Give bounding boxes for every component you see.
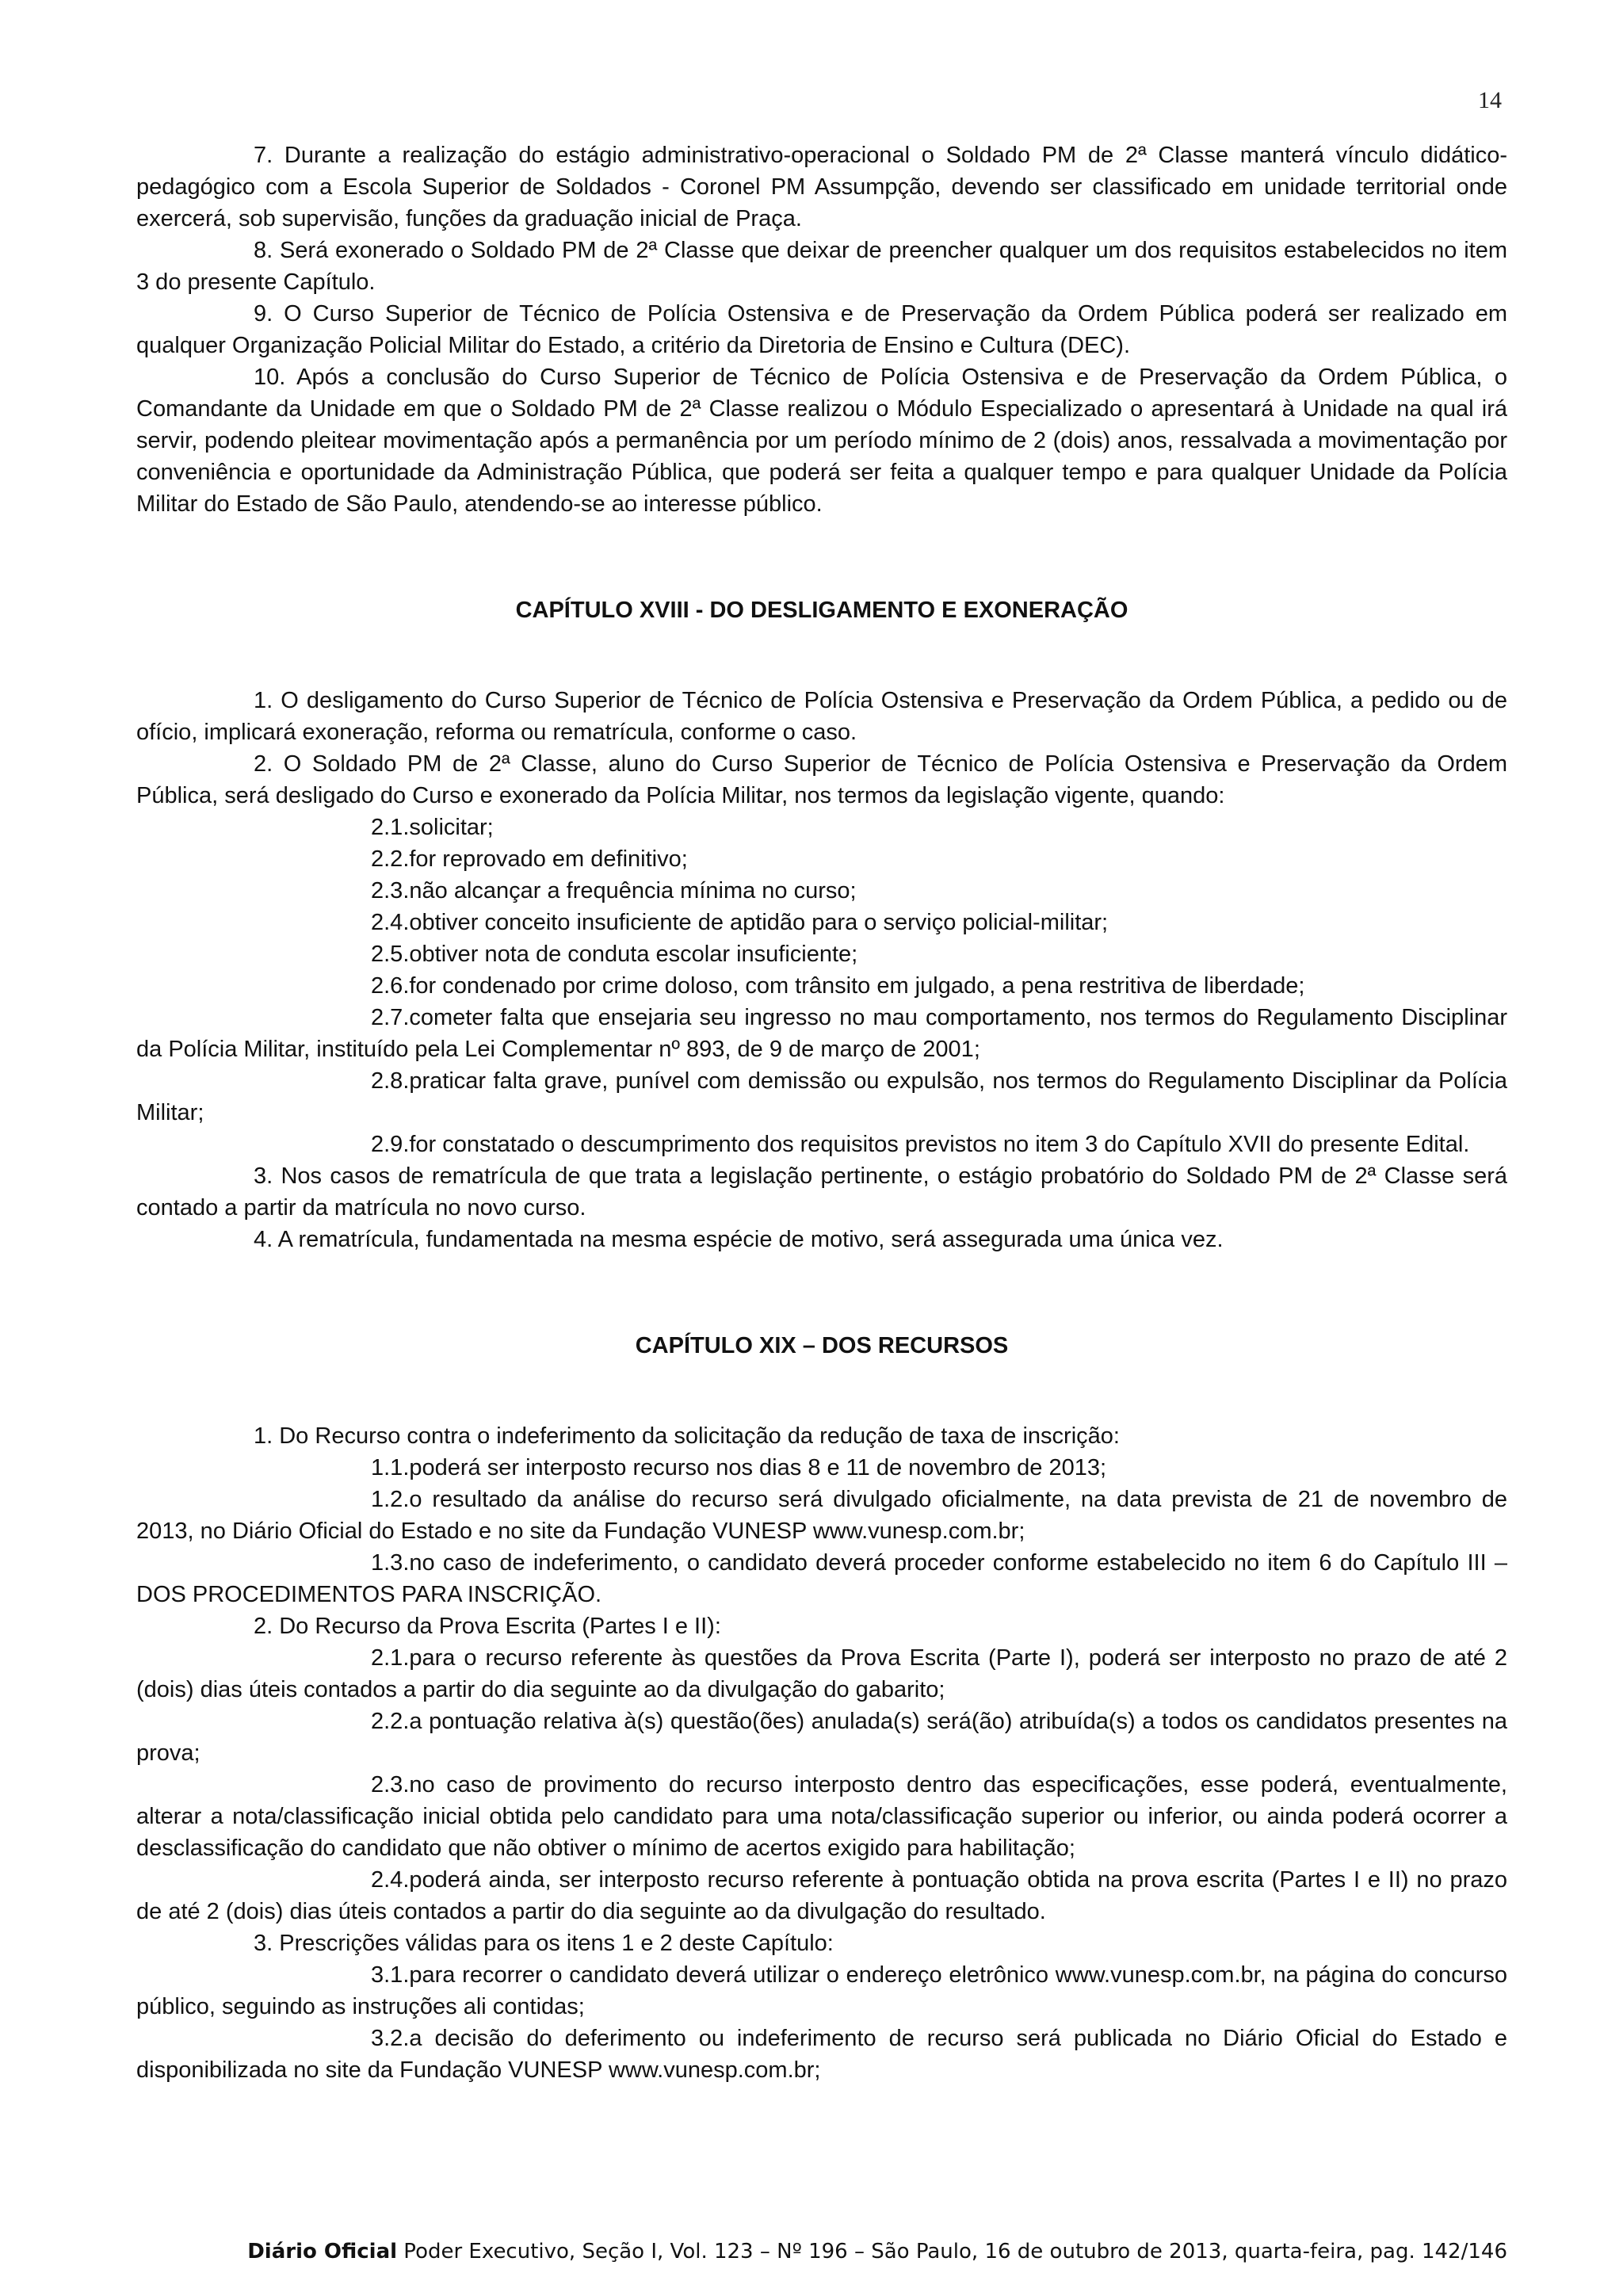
list-item: 2.7.cometer falta que ensejaria seu ingresso no mau comportamento, nos termos do Regulamento Disciplinar da Polícia Militar, instituído pela Lei Complementar nº 893, de 9 de março de 2001;	[136, 1005, 1507, 1062]
chapter-title: CAPÍTULO XVIII - DO DESLIGAMENTO E EXONERAÇÃO	[515, 598, 1128, 623]
paragraph: 9. O Curso Superior de Técnico de Polícia Ostensiva e de Preservação da Ordem Pública poderá ser realizado em qualquer Organização Policial Militar do Estado, a critério da Diretoria de Ensino e Cultura (DEC).	[136, 301, 1507, 358]
publication-name: Diário Oficial	[247, 2240, 398, 2264]
page-number: 14	[1478, 87, 1502, 113]
list-item: 2.2.for reprovado em definitivo;	[371, 846, 688, 872]
paragraph: 2. O Soldado PM de 2ª Classe, aluno do Curso Superior de Técnico de Polícia Ostensiva e Preservação da Ordem Pública, será desligado do Curso e exonerado da Polícia Militar, nos termos da legislação vigente, quando:	[136, 751, 1507, 808]
paragraph: 3. Prescrições válidas para os itens 1 e 2 deste Capítulo:	[254, 1931, 834, 1956]
list-item: 2.4.obtiver conceito insuficiente de aptidão para o serviço policial-militar;	[371, 910, 1109, 935]
document-body	[136, 139, 1507, 2086]
list-item: 3.1.para recorrer o candidato deverá utilizar o endereço eletrônico www.vunesp.com.br, na página do concurso público, seguindo as instruções ali contidas;	[136, 1962, 1507, 2019]
paragraph: 7. Durante a realização do estágio administrativo-operacional o Soldado PM de 2ª Classe manterá vínculo didático-pedagógico com a Escola Superior de Soldados - Coronel PM Assumpção, devendo ser classificado em unidade territorial onde exercerá, sob supervisão, funções da graduação inicial de Praça.	[136, 143, 1507, 231]
list-item: 2.2.a pontuação relativa à(s) questão(ões) anulada(s) será(ão) atribuída(s) a todos os candidatos presentes na prova;	[136, 1709, 1507, 1766]
publication-info: Poder Executivo, Seção I, Vol. 123 – Nº 196 – São Paulo, 16 de outubro de 2013, quarta-feira, pag. 142/146	[397, 2240, 1507, 2264]
paragraph: 2. Do Recurso da Prova Escrita (Partes I e II):	[254, 1614, 721, 1639]
list-item: 3.2.a decisão do deferimento ou indeferimento de recurso será publicada no Diário Oficial do Estado e disponibilizada no site da Fundação VUNESP www.vunesp.com.br;	[136, 2026, 1507, 2083]
list-item: 2.3.no caso de provimento do recurso interposto dentro das especificações, esse poderá, eventualmente, alterar a nota/classificação inicial obtida pelo candidato para uma nota/classificação superior ou inferior, ou ainda poderá ocorrer a desclassificação do candidato que não obtiver o mínimo de acertos exigido para habilitação;	[136, 1772, 1507, 1861]
list-item: 2.8.praticar falta grave, punível com demissão ou expulsão, nos termos do Regulamento Disciplinar da Polícia Militar;	[136, 1068, 1507, 1125]
list-item: 2.1.solicitar;	[371, 815, 494, 840]
list-item: 1.1.poderá ser interposto recurso nos dias 8 e 11 de novembro de 2013;	[371, 1455, 1107, 1480]
paragraph: 10. Após a conclusão do Curso Superior de Técnico de Polícia Ostensiva e de Preservação da Ordem Pública, o Comandante da Unidade em que o Soldado PM de 2ª Classe realizou o Módulo Especializado o apresentará à Unidade na qual irá servir, podendo pleitear movimentação após a permanência por um período mínimo de 2 (dois) anos, ressalvada a movimentação por conveniência e oportunidade da Administração Pública, que poderá ser feita a qualquer tempo e para qualquer Unidade da Polícia Militar do Estado de São Paulo, atendendo-se ao interesse público.	[136, 365, 1507, 517]
list-item: 1.3.no caso de indeferimento, o candidato deverá proceder conforme estabelecido no item 6 do Capítulo III – DOS PROCEDIMENTOS PARA INSCRIÇÃO.	[136, 1550, 1507, 1607]
list-item: 2.9.for constatado o descumprimento dos requisitos previstos no item 3 do Capítulo XVII do presente Edital.	[371, 1132, 1470, 1157]
list-item: 2.4.poderá ainda, ser interposto recurso referente à pontuação obtida na prova escrita (Partes I e II) no prazo de até 2 (dois) dias úteis contados a partir do dia seguinte ao da divulgação do resultado.	[136, 1867, 1507, 1924]
page-footer	[136, 2240, 1507, 2264]
chapter-title: CAPÍTULO XIX – DOS RECURSOS	[635, 1333, 1009, 1358]
paragraph: 4. A rematrícula, fundamentada na mesma espécie de motivo, será assegurada uma única vez.	[254, 1227, 1224, 1252]
paragraph: 8. Será exonerado o Soldado PM de 2ª Classe que deixar de preencher qualquer um dos requisitos estabelecidos no item 3 do presente Capítulo.	[136, 238, 1507, 295]
list-item: 2.5.obtiver nota de conduta escolar insuficiente;	[371, 942, 858, 967]
list-item: 1.2.o resultado da análise do recurso será divulgado oficialmente, na data prevista de 21 de novembro de 2013, no Diário Oficial do Estado e no site da Fundação VUNESP www.vunesp.com.br;	[136, 1487, 1507, 1544]
paragraph: 1. Do Recurso contra o indeferimento da solicitação da redução de taxa de inscrição:	[254, 1423, 1120, 1449]
list-item: 2.3.não alcançar a frequência mínima no curso;	[371, 878, 857, 904]
list-item: 2.1.para o recurso referente às questões da Prova Escrita (Parte I), poderá ser interposto no prazo de até 2 (dois) dias úteis contados a partir do dia seguinte ao da divulgação do gabarito;	[136, 1645, 1507, 1702]
paragraph: 1. O desligamento do Curso Superior de Técnico de Polícia Ostensiva e Preservação da Ordem Pública, a pedido ou de ofício, implicará exoneração, reforma ou rematrícula, conforme o caso.	[136, 688, 1507, 745]
list-item: 2.6.for condenado por crime doloso, com trânsito em julgado, a pena restritiva de liberdade;	[371, 973, 1305, 999]
paragraph: 3. Nos casos de rematrícula de que trata a legislação pertinente, o estágio probatório do Soldado PM de 2ª Classe será contado a partir da matrícula no novo curso.	[136, 1163, 1507, 1221]
